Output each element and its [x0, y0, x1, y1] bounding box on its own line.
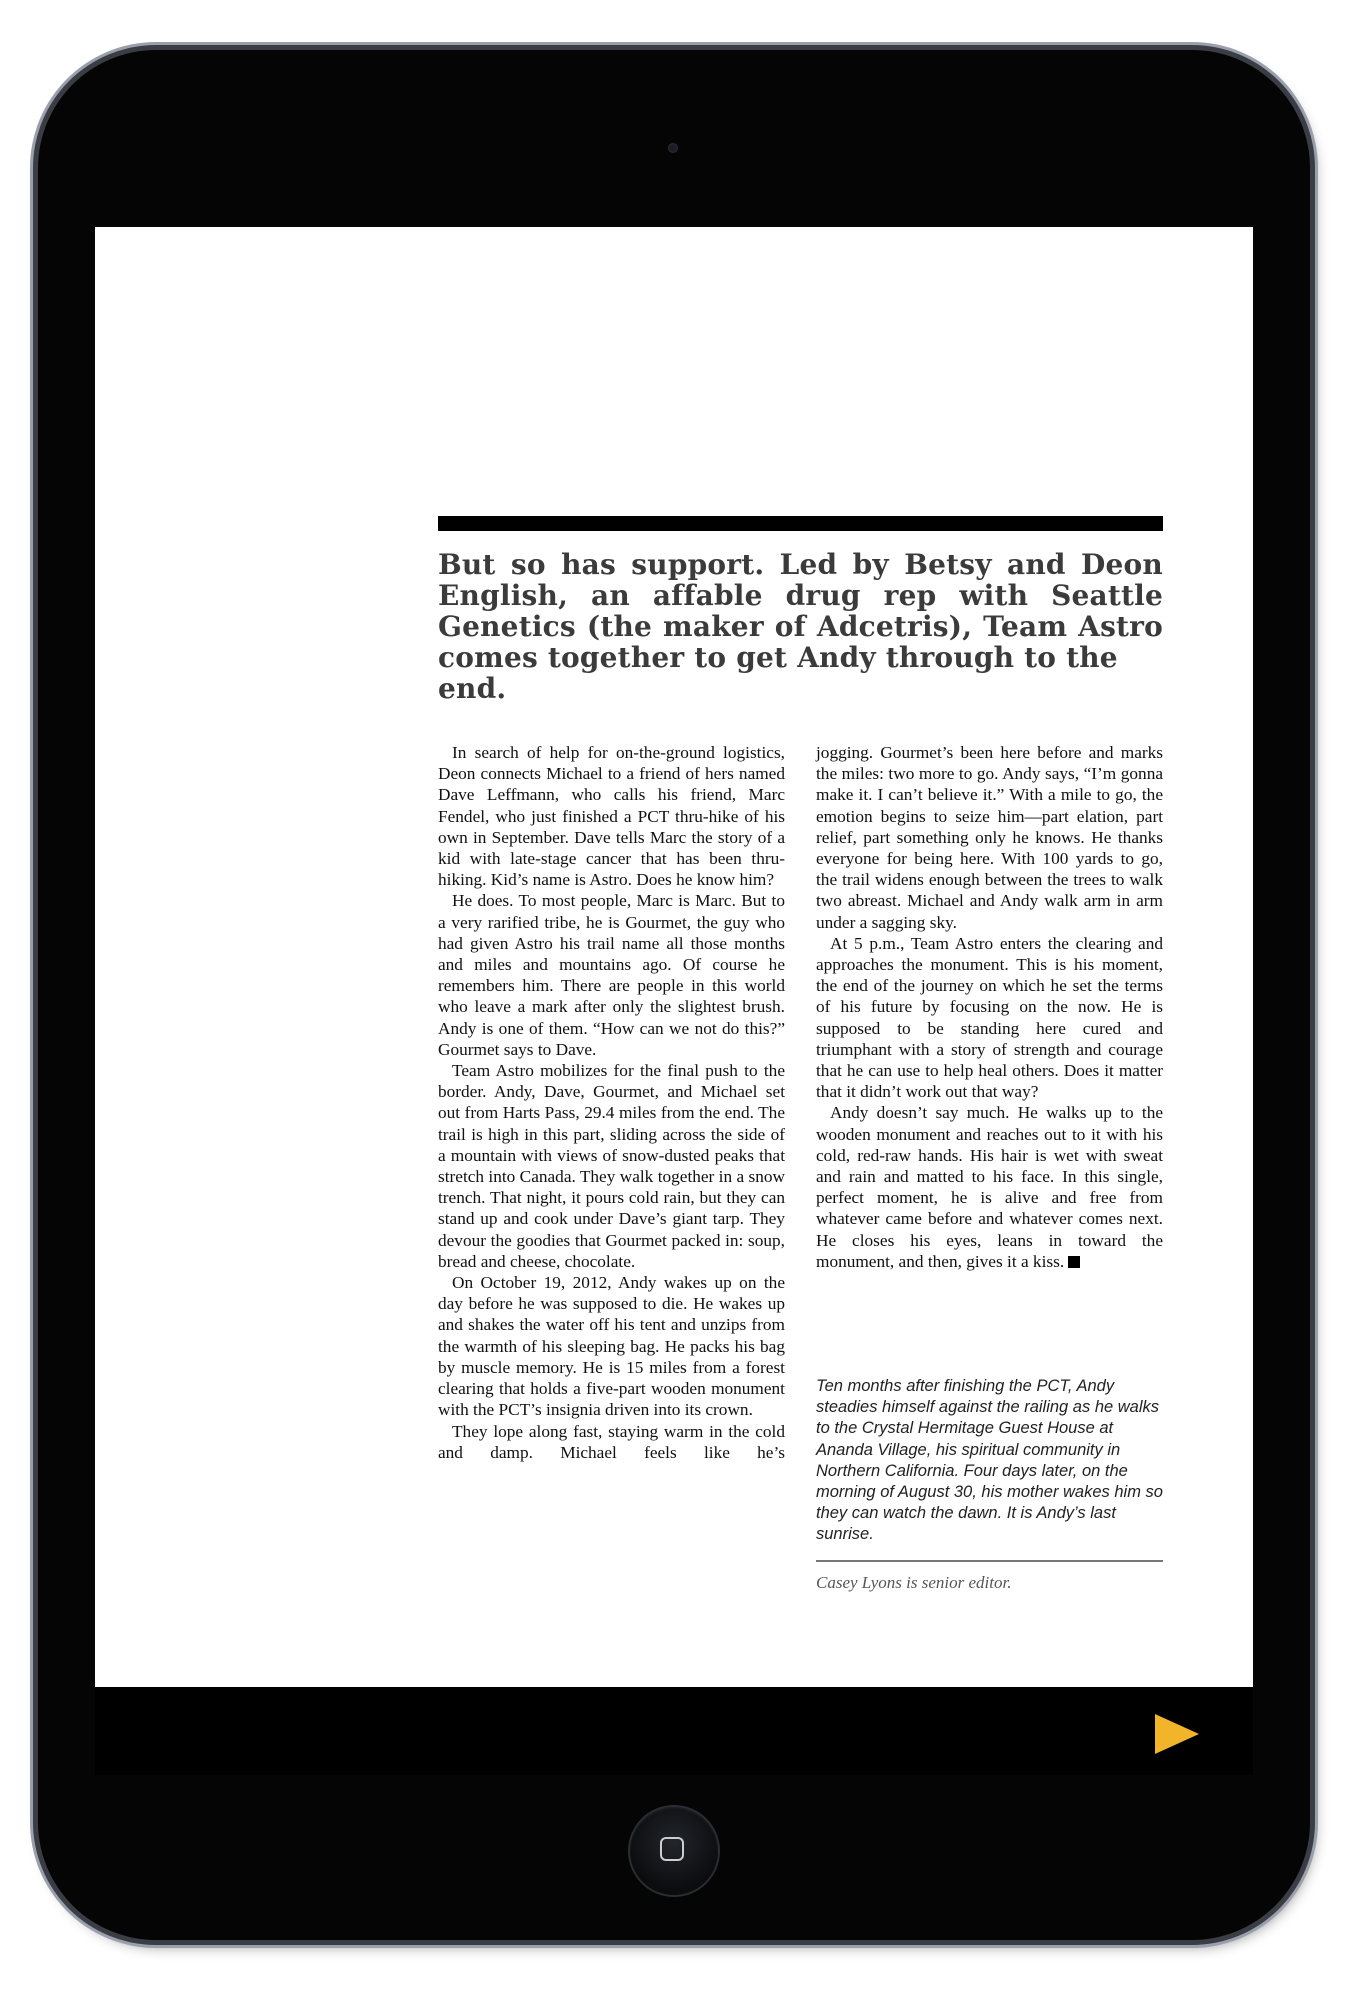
- pull-quote-line: comes together to get Andy through to the end.: [438, 641, 1118, 705]
- article-paragraph: He does. To most people, Marc is Marc. But to a very rarified tribe, he is Gourmet, the guy who had given Astro his trail name all those months and miles and mountains ago. Of course he remembers him. There are people in this world who leave a mark after only the slightest brush. Andy is one of them. “How can we not do this?” Gourmet says to Dave.: [438, 891, 785, 1059]
- front-camera: [668, 143, 678, 153]
- pull-quote-line: Genetics (the maker of Adcetris), Team Astro: [438, 610, 1163, 643]
- reader-screen: [95, 227, 1253, 1687]
- home-button[interactable]: [630, 1807, 718, 1895]
- pull-quote-line: English, an affable drug rep with Seattle: [438, 579, 1163, 612]
- photo-caption: Ten months after finishing the PCT, Andy steadies himself against the railing as he walks to the Crystal Hermitage Guest House at Ananda Village, his spiritual community in Northern California. Four days later, on the morning of August 30, his mother wakes him so they can watch the dawn. It is Andy’s last sunrise.: [816, 1377, 1163, 1544]
- end-of-story-square-icon: [1068, 1256, 1080, 1268]
- article-paragraph: In search of help for on-the-ground logistics, Deon connects Michael to a friend of hers named Dave Leffmann, who calls his friend, Marc Fendel, who just finished a PCT thru-hike of his own in September. Dave tells Marc the story of a kid with late-stage cancer that has been thru-hiking. Kid’s name is Astro. Does he know him?: [438, 743, 785, 890]
- article-column-right: [816, 742, 1163, 1272]
- article-paragraph: On October 19, 2012, Andy wakes up on the day before he was supposed to die. He wakes up and shakes the water off his tent and unzips from the warmth of his sleeping bag. He packs his bag by muscle memory. He is 15 miles from a forest clearing that holds a five-part wooden monument with the PCT’s insignia driven into its crown.: [438, 1273, 785, 1420]
- article-paragraph-text: Andy doesn’t say much. He walks up to the wooden monument and reaches out to it with his cold, red-raw hands. His hair is wet with sweat and rain and matted to his face. In this single, perfect moment, he is alive and free from whatever came before and whatever comes next. He closes his eyes, leans in toward the monument, and then, gives it a kiss.: [816, 1103, 1163, 1271]
- article-paragraph: They lope along fast, staying warm in the cold and damp. Michael feels like he’s: [438, 1421, 785, 1462]
- byline-divider: [816, 1560, 1163, 1562]
- tablet-device: [38, 50, 1310, 1940]
- pull-quote: [438, 549, 1163, 704]
- reader-navigation-bar: [95, 1687, 1253, 1775]
- pull-quote-line: But so has support. Led by Betsy and Deon: [438, 548, 1163, 581]
- home-square-icon: [660, 1837, 684, 1861]
- section-rule: [438, 516, 1163, 531]
- next-page-arrow-icon[interactable]: [1155, 1714, 1199, 1754]
- article-paragraph: At 5 p.m., Team Astro enters the clearing and approaches the monument. This is his moment, the end of the journey on which he set the terms of his future by focusing on the now. He is supposed to be standing here cured and triumphant with a story of strength and courage that he can use to help heal others. Does it matter that it didn’t work out that way?: [816, 933, 1163, 1102]
- article-paragraph: jogging. Gourmet’s been here before and marks the miles: two more to go. Andy says, “I’m gonna make it. I can’t believe it.” With a mile to go, the emotion begins to seize him—part elation, part relief, part something only he knows. He thanks everyone for being here. With 100 yards to go, the trail widens enough between the trees to walk two abreast. Michael and Andy walk arm in arm under a sagging sky.: [816, 743, 1163, 932]
- article-column-left: [438, 742, 785, 1463]
- article-paragraph-final: [816, 1102, 1163, 1272]
- article-paragraph: Team Astro mobilizes for the final push to the border. Andy, Dave, Gourmet, and Michael set out from Harts Pass, 29.4 miles from the end. The trail is high in this part, sliding across the side of a mountain with views of snow-dusted peaks that stretch into Canada. They walk together in a snow trench. That night, it pours cold rain, but they can stand up and cook under Dave’s giant tarp. They devour the goodies that Gourmet packed in: soup, bread and cheese, chocolate.: [438, 1061, 785, 1271]
- author-byline: Casey Lyons is senior editor.: [816, 1573, 1012, 1592]
